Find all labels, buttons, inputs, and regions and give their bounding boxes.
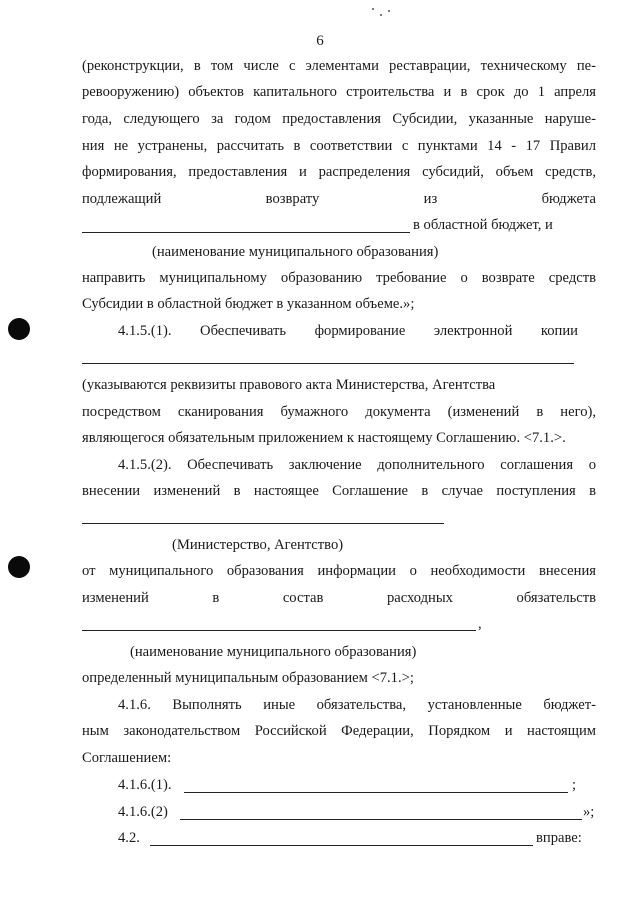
blank-line-legal-act: [82, 363, 574, 364]
text-line: вправе:: [536, 830, 582, 846]
text-line: направить муниципальному образованию требование о возврате средств: [82, 270, 596, 286]
clause-4-1-5-1: 4.1.5.(1). Обеспечивать формирование электронной копии: [118, 323, 578, 339]
page-number: 6: [316, 33, 324, 49]
text-line: в областной бюджет, и: [413, 217, 553, 233]
blank-line-municipality: [82, 232, 410, 233]
text-line: определенный муниципальным образованием <7.1.>;: [82, 670, 414, 686]
caption-municipality: (наименование муниципального образования): [152, 244, 439, 260]
text-line: ревооружению) объектов капитального строительства и в срок до 1 апреля: [82, 84, 596, 100]
blank-line-item-2: [180, 819, 582, 820]
scan-speck: [372, 8, 374, 10]
text-line: посредством сканирования бумажного документа (изменений в него),: [82, 404, 596, 420]
item-4-1-6-2: 4.1.6.(2): [118, 804, 168, 820]
text-line: (реконструкции, в том числе с элементами реставрации, техническому пе-: [82, 58, 596, 74]
scan-speck: [380, 14, 382, 16]
text-line: от муниципального образования информации о необходимости внесения: [82, 563, 596, 579]
text-line: формирования, предоставления и распределения субсидий, объем средств,: [82, 164, 596, 180]
text-line: подлежащий возврату из бюджета: [82, 191, 596, 207]
caption-ministry: (Министерство, Агентство): [172, 537, 344, 553]
text-line: ным законодательством Российской Федерации, Порядком и настоящим: [82, 723, 596, 739]
item-4-1-6-1: 4.1.6.(1).: [118, 777, 172, 793]
scan-speck: [388, 10, 390, 12]
blank-line-municipality-2: [82, 630, 476, 631]
text-line: ния не устранены, рассчитать в соответствии с пунктами 14 - 17 Правил: [82, 138, 596, 154]
text-line: являющегося обязательным приложением к настоящему Соглашению. <7.1.>.: [82, 430, 566, 446]
text-line: ;: [572, 777, 577, 793]
caption-legal-act: (указываются реквизиты правового акта Министерства, Агентства: [82, 377, 496, 393]
blank-line-item-1: [184, 792, 568, 793]
text-line: »;: [583, 804, 595, 820]
item-4-2: 4.2.: [118, 830, 140, 846]
blank-line-ministry: [82, 523, 444, 524]
text-line: Соглашением:: [82, 750, 172, 766]
text-line: Субсидии в областной бюджет в указанном объеме.»;: [82, 296, 415, 312]
text-line: года, следующего за годом предоставления Субсидии, указанные наруше-: [82, 111, 596, 127]
text-line: внесении изменений в настоящее Соглашение в случае поступления в: [82, 483, 596, 499]
clause-4-1-5-2: 4.1.5.(2). Обеспечивать заключение дополнительного соглашения о: [118, 457, 596, 473]
punch-hole: [8, 318, 30, 340]
caption-municipality-2: (наименование муниципального образования): [130, 644, 417, 660]
text-line: ,: [478, 616, 482, 632]
clause-4-1-6: 4.1.6. Выполнять иные обязательства, установленные бюджет-: [118, 697, 596, 713]
blank-line-item-4-2: [150, 845, 533, 846]
punch-hole: [8, 556, 30, 578]
text-line: изменений в состав расходных обязательств: [82, 590, 596, 606]
